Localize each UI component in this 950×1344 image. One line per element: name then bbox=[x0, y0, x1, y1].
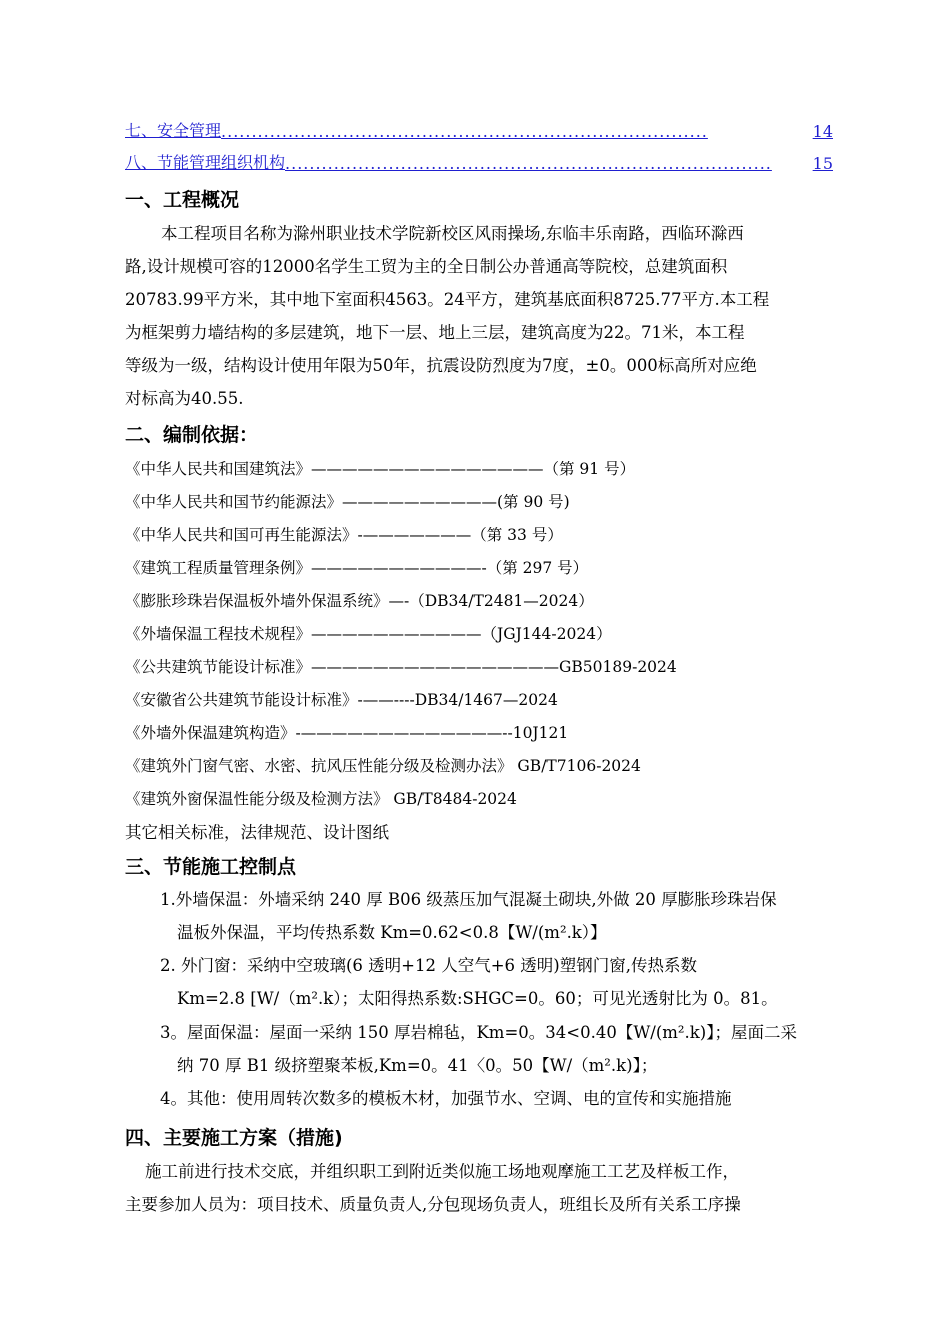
plan-paragraph bbox=[125, 1155, 845, 1221]
toc-entry-title[interactable]: 七、安全管理 bbox=[125, 121, 222, 140]
reference-item: 《建筑工程质量管理条例》———————————-（第 297 号） bbox=[125, 559, 589, 577]
other-references: 其它相关标准，法律规范、设计图纸 bbox=[125, 823, 389, 842]
reference-item: 《膨胀珍珠岩保温板外墙外保温系统》—-（DB34/T2481—2024） bbox=[125, 592, 594, 610]
control-point-item-3 bbox=[160, 1016, 848, 1082]
paragraph-line: 等级为一级，结构设计使用年限为50年，抗震设防烈度为7度，±0。000标高所对应绝 bbox=[125, 356, 757, 375]
toc-entry-title[interactable]: 八、节能管理组织机构 bbox=[125, 153, 286, 172]
reference-item: 《外墙外保温建筑构造》-—————————————--10J121 bbox=[125, 724, 569, 742]
list-line: 温板外保温，平均传热系数 Km=0.62<0.8【W/(m².k）】 bbox=[177, 923, 607, 942]
toc-page-number[interactable]: 14 bbox=[812, 122, 833, 141]
reference-item: 《建筑外窗保温性能分级及检测方法》 GB/T8484-2024 bbox=[125, 790, 517, 808]
list-line: Km=2.8 [W/（m².k）；太阳得热系数:SHGC=0。60；可见光透射比为 0。81。 bbox=[177, 989, 778, 1008]
paragraph-line: 本工程项目名称为滁州职业技术学院新校区风雨操场,东临丰乐南路，西临环滁西 bbox=[161, 224, 744, 243]
reference-item: 《中华人民共和国节约能源法》——————————(第 90 号) bbox=[125, 493, 570, 511]
reference-item: 《公共建筑节能设计标准》————————————————GB50189-2024 bbox=[125, 658, 677, 676]
paragraph-line: 为框架剪力墙结构的多层建筑，地下一层、地上三层，建筑高度为22。71米，本工程 bbox=[125, 323, 745, 342]
section-heading-basis: 二、编制依据： bbox=[125, 424, 259, 446]
list-line: 3。屋面保温：屋面一采纳 150 厚岩棉毡，Km=0。34<0.40【W/(m².k)】；屋面二采 bbox=[160, 1023, 797, 1042]
toc-leader-dots: ................................................................................ bbox=[221, 122, 708, 141]
control-point-item-1 bbox=[160, 883, 848, 949]
section-heading-overview: 一、工程概况 bbox=[125, 189, 240, 211]
paragraph-line: 施工前进行技术交底，并组织职工到附近类似施工场地观摩施工工艺及样板工作， bbox=[145, 1162, 739, 1181]
reference-item: 《建筑外门窗气密、水密、抗风压性能分级及检测办法》 GB/T7106-2024 bbox=[125, 757, 641, 775]
toc-leader-dots: ................................................................................ bbox=[285, 154, 772, 173]
toc-entry-energy-org[interactable] bbox=[125, 149, 833, 173]
paragraph-line: 路,设计规模可容的12000名学生工贸为主的全日制公办普通高等院校，总建筑面积 bbox=[125, 257, 728, 276]
overview-paragraph bbox=[125, 217, 845, 415]
paragraph-line: 20783.99平方米，其中地下室面积4563。24平方，建筑基底面积8725.77平方.本工程 bbox=[125, 290, 770, 309]
reference-item: 《中华人民共和国建筑法》———————————————（第 91 号） bbox=[125, 460, 636, 478]
reference-item: 《安徽省公共建筑节能设计标准》-——----DB34/1467—2024 bbox=[125, 691, 558, 709]
control-point-item-2 bbox=[160, 949, 848, 1015]
list-line: 2. 外门窗：采纳中空玻璃(6 透明+12 人空气+6 透明)塑钢门窗,传热系数 bbox=[160, 956, 697, 975]
paragraph-line: 主要参加人员为：项目技术、质量负责人,分包现场负责人，班组长及所有关系工序操 bbox=[125, 1195, 741, 1214]
list-line: 4。其他：使用周转次数多的模板木材，加强节水、空调、电的宣传和实施措施 bbox=[160, 1089, 732, 1108]
section-heading-control-points: 三、节能施工控制点 bbox=[125, 856, 297, 878]
list-line: 纳 70 厚 B1 级挤塑聚苯板,Km=0。41〈0。50【W/（m².k)】； bbox=[177, 1056, 658, 1075]
reference-item: 《中华人民共和国可再生能源法》-———————（第 33 号） bbox=[125, 526, 563, 544]
toc-page-number[interactable]: 15 bbox=[812, 154, 833, 173]
list-line: 1.外墙保温：外墙采纳 240 厚 B06 级蒸压加气混凝土砌块,外做 20 厚膨胀珍珠岩保 bbox=[160, 890, 777, 909]
section-heading-construction-plan: 四、主要施工方案（措施) bbox=[125, 1127, 343, 1149]
paragraph-line: 对标高为40.55. bbox=[125, 389, 244, 408]
toc-entry-safety[interactable] bbox=[125, 117, 833, 141]
control-point-item-4 bbox=[160, 1082, 848, 1115]
reference-item: 《外墙保温工程技术规程》———————————（JGJ144-2024） bbox=[125, 625, 612, 643]
